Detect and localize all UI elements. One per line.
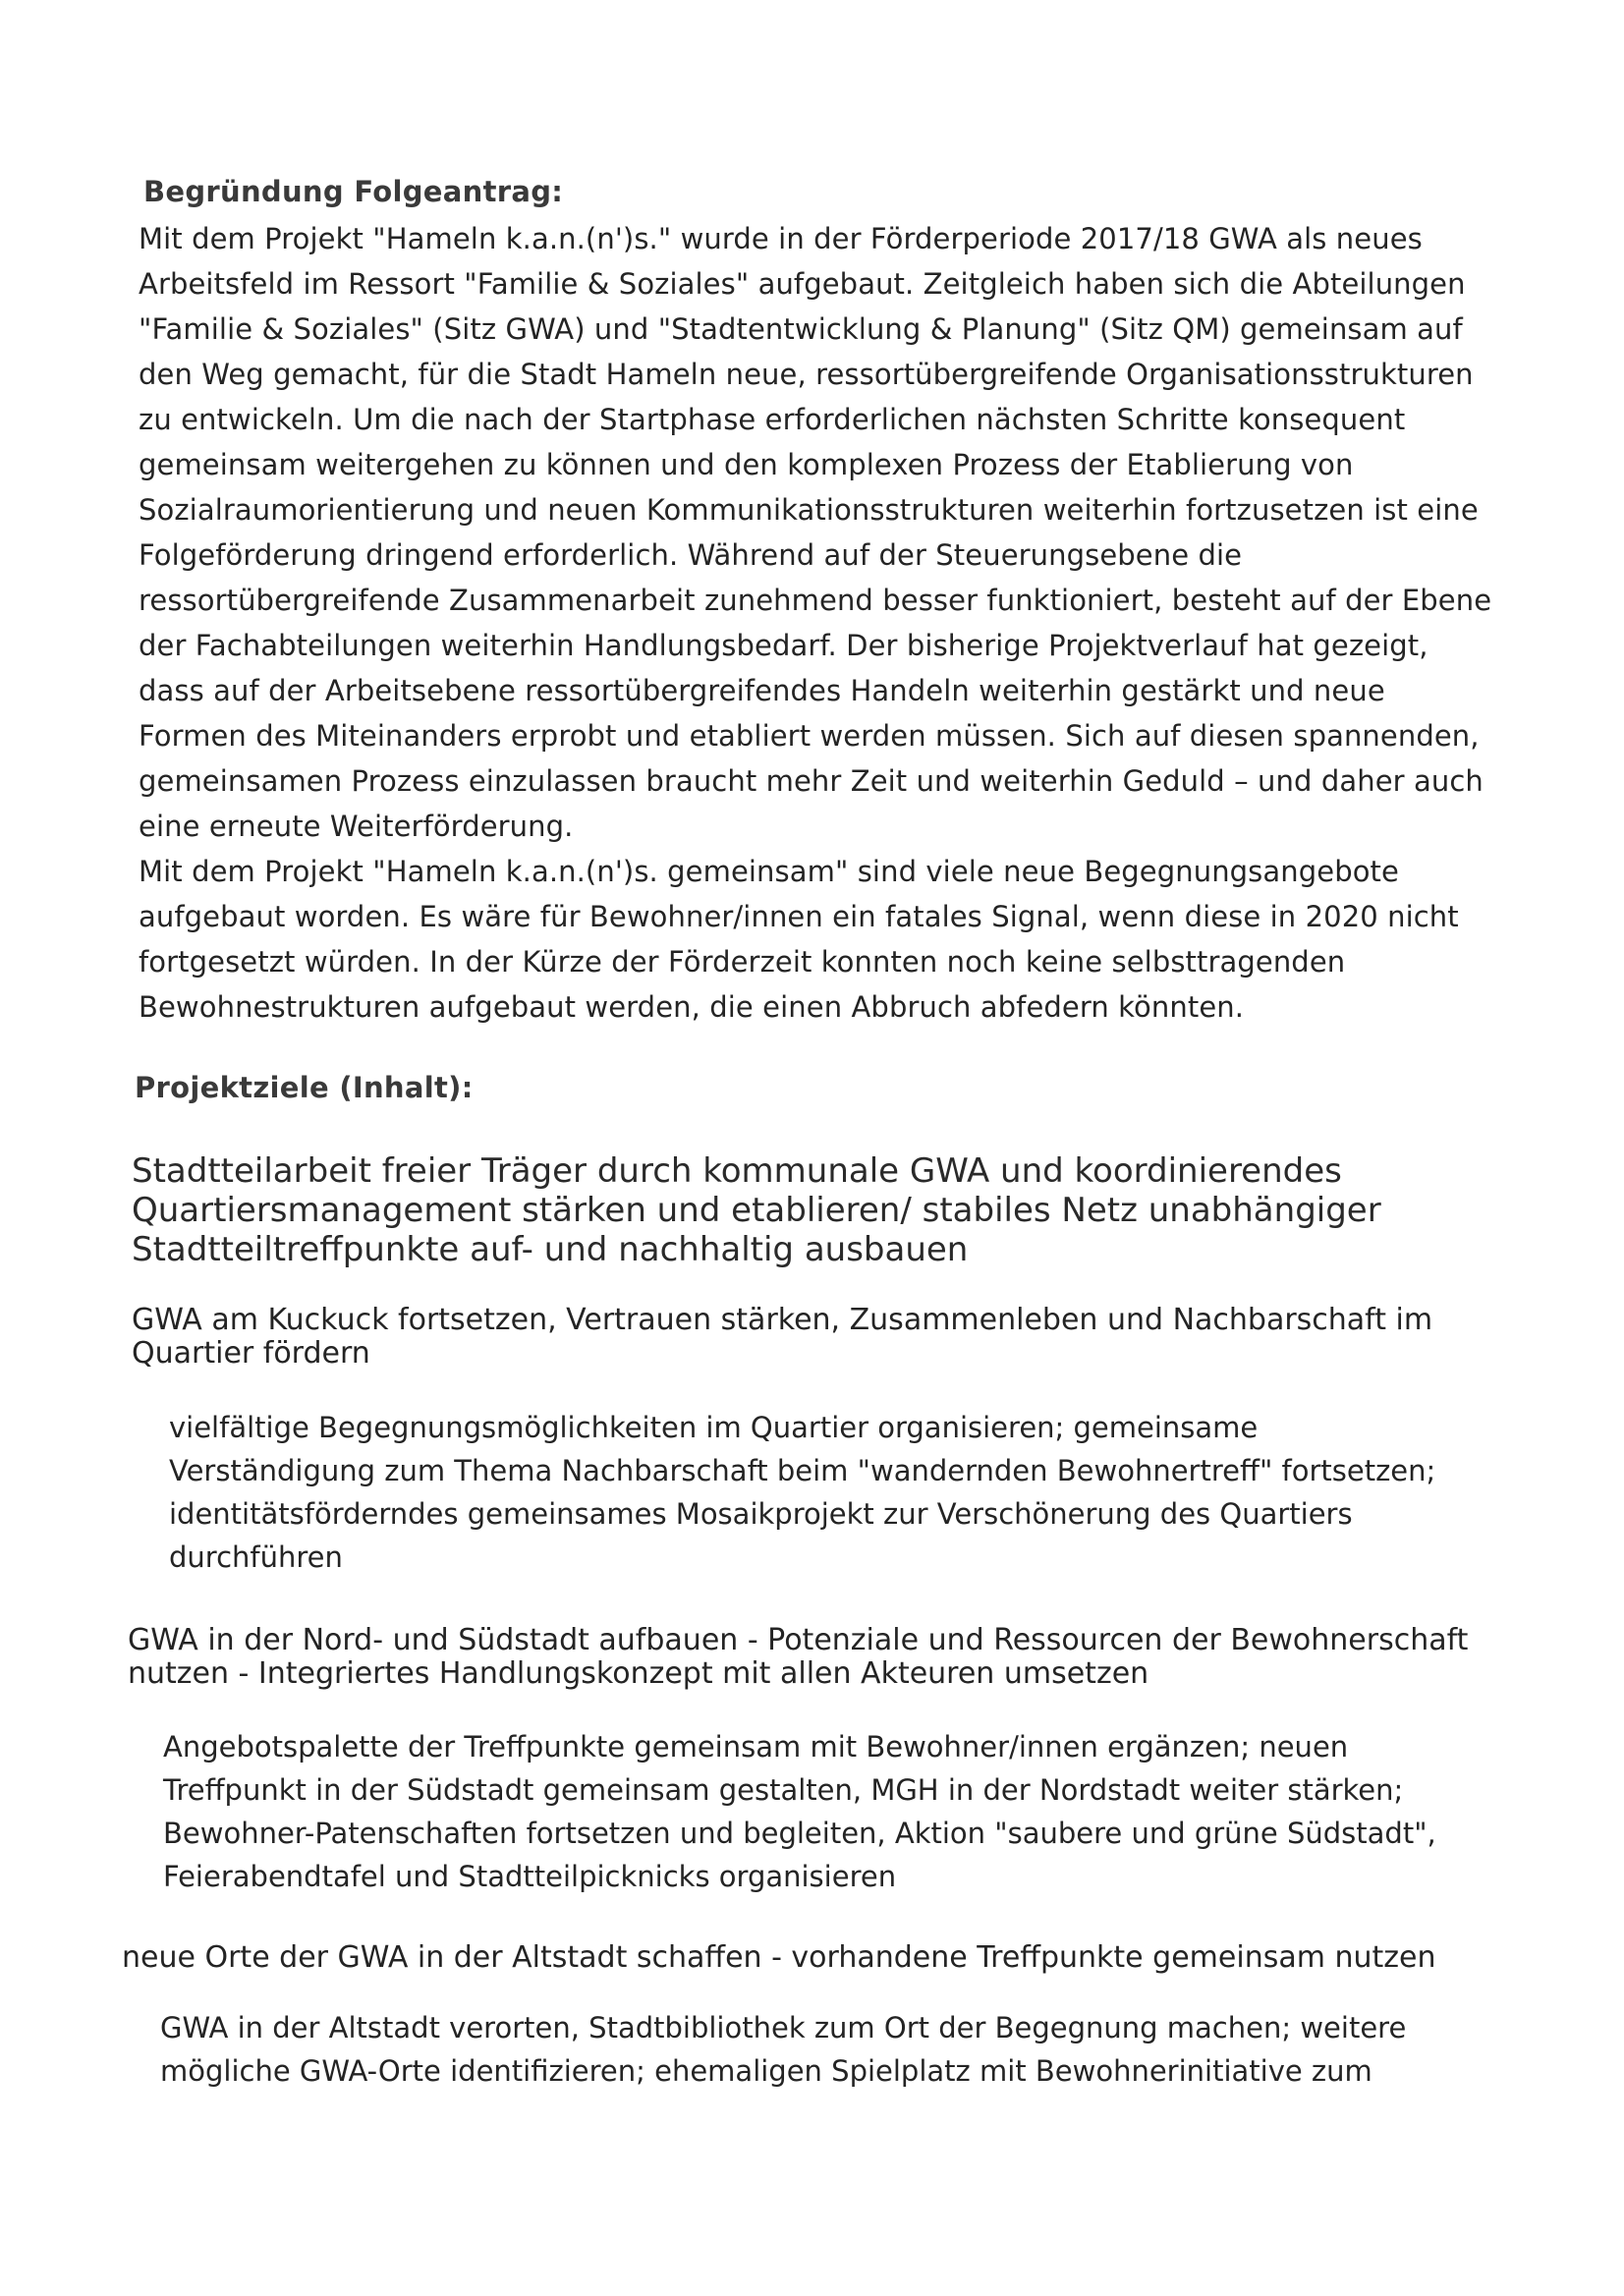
text-line: eine erneute Weiterförderung. [139,810,574,843]
goal-line: Stadtteilarbeit freier Träger durch kommunale GWA und koordinierendes [132,1151,1342,1191]
text-line: zu entwickeln. Um die nach der Startphase erforderlichen nächsten Schritte konsequent [139,403,1406,436]
begruendung-heading: Begründung Folgeantrag: [143,175,564,208]
text-line: Arbeitsfeld im Ressort "Familie & Soziales" aufgebaut. Zeitgleich haben sich die Abteilungen [139,267,1466,301]
text-line: der Fachabteilungen weiterhin Handlungsbedarf. Der bisherige Projektverlauf hat gezeigt, [139,629,1428,662]
section-title-nord-sued [128,1624,1468,1691]
begruendung-text [139,216,1491,1030]
detail-line: identitätsförderndes gemeinsames Mosaikprojekt zur Verschönerung des Quartiers [169,1497,1353,1531]
text-line: Sozialraumorientierung und neuen Kommunikationsstrukturen weiterhin fortzusetzen ist eine [139,493,1479,527]
section-title-altstadt [122,1941,1436,1975]
detail-line: Feierabendtafel und Stadtteilpicknicks organisieren [163,1860,897,1893]
detail-line: Bewohner-Patenschaften fortsetzen und begleiten, Aktion "saubere und grüne Südstadt", [163,1817,1436,1850]
text-line: Bewohnestrukturen aufgebaut werden, die einen Abbruch abfedern könnten. [139,990,1245,1024]
section-title-line: neue Orte der GWA in der Altstadt schaffen - vorhandene Treffpunkte gemeinsam nutzen [122,1940,1436,1975]
text-line: gemeinsamen Prozess einzulassen braucht mehr Zeit und weiterhin Geduld – und daher auch [139,764,1484,798]
detail-line: vielfältige Begegnungsmöglichkeiten im Quartier organisieren; gemeinsame [169,1411,1259,1444]
detail-line: Angebotspalette der Treffpunkte gemeinsam mit Bewohner/innen ergänzen; neuen [163,1730,1349,1764]
section-detail-nord-sued [163,1725,1436,1898]
detail-line: mögliche GWA-Orte identifizieren; ehemaligen Spielplatz mit Bewohnerinitiative zum [160,2054,1372,2088]
text-line: aufgebaut worden. Es wäre für Bewohner/innen ein fatales Signal, wenn diese in 2020 nicht [139,900,1459,933]
text-line: Mit dem Projekt "Hameln k.a.n.(n')s." wurde in der Förderperiode 2017/18 GWA als neues [139,222,1423,255]
section-detail-kuckuck [169,1406,1435,1579]
text-line: gemeinsam weitergehen zu können und den komplexen Prozess der Etablierung von [139,448,1354,481]
section-title-line: nutzen - Integriertes Handlungskonzept mit allen Akteuren umsetzen [128,1656,1149,1691]
text-line: fortgesetzt würden. In der Kürze der Förderzeit konnten noch keine selbsttragenden [139,945,1346,979]
section-title-line: GWA in der Nord- und Südstadt aufbauen - Potenziale und Ressourcen der Bewohnerschaft [128,1623,1469,1657]
projektziele-heading: Projektziele (Inhalt): [135,1071,474,1104]
detail-line: Treffpunkt in der Südstadt gemeinsam gestalten, MGH in der Nordstadt weiter stärken; [163,1773,1404,1807]
section-title-line: GWA am Kuckuck fortsetzen, Vertrauen stärken, Zusammenleben und Nachbarschaft im [132,1303,1433,1337]
section-title-line: Quartier fördern [132,1336,370,1371]
text-line: "Familie & Soziales" (Sitz GWA) und "Stadtentwicklung & Planung" (Sitz QM) gemeinsam auf [139,312,1463,346]
text-line: den Weg gemacht, für die Stadt Hameln neue, ressortübergreifende Organisationsstrukturen [139,358,1474,391]
main-goal [132,1151,1381,1269]
section-title-kuckuck [132,1304,1432,1371]
detail-line: GWA in der Altstadt verorten, Stadtbibliothek zum Ort der Begegnung machen; weitere [160,2011,1407,2044]
text-line: Formen des Miteinanders erprobt und etabliert werden müssen. Sich auf diesen spannenden, [139,719,1480,753]
detail-line: Verständigung zum Thema Nachbarschaft beim "wandernden Bewohnertreff" fortsetzen; [169,1454,1436,1487]
text-line: Folgeförderung dringend erforderlich. Während auf der Steuerungsebene die [139,538,1243,572]
goal-line: Quartiersmanagement stärken und etablieren/ stabiles Netz unabhängiger [132,1191,1381,1230]
section-detail-altstadt [160,2006,1406,2093]
text-line: ressortübergreifende Zusammenarbeit zunehmend besser funktioniert, besteht auf der Ebene [139,584,1492,617]
text-line: dass auf der Arbeitsebene ressortübergreifendes Handeln weiterhin gestärkt und neue [139,674,1385,707]
text-line: Mit dem Projekt "Hameln k.a.n.(n')s. gemeinsam" sind viele neue Begegnungsangebote [139,855,1399,888]
detail-line: durchführen [169,1540,343,1574]
goal-line: Stadtteiltreffpunkte auf- und nachhaltig ausbauen [132,1230,969,1269]
